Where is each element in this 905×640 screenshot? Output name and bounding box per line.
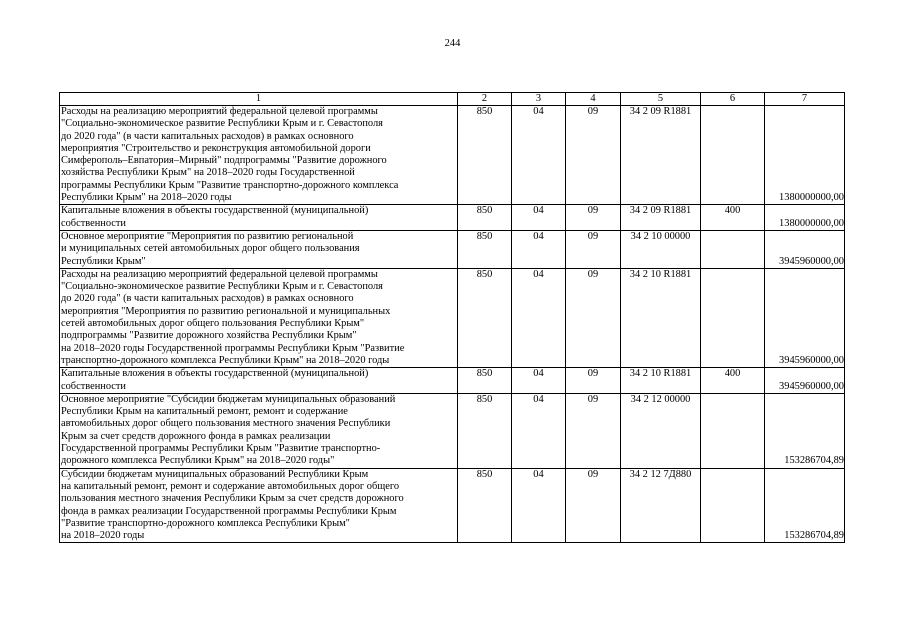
target-article-cell: 34 2 12 7Д880	[621, 468, 701, 543]
grbs-cell: 850	[458, 393, 512, 468]
expense-type-cell: 400	[701, 368, 765, 394]
subsection-cell: 09	[566, 393, 621, 468]
amount-cell: 1380000000,00	[765, 205, 845, 231]
target-article-cell: 34 2 09 R1881	[621, 106, 701, 205]
amount-cell: 3945960000,00	[765, 368, 845, 394]
section-cell: 04	[512, 393, 566, 468]
table-row	[60, 205, 845, 231]
amount-cell: 153286704,89	[765, 393, 845, 468]
section-cell: 04	[512, 268, 566, 367]
expense-type-cell: 400	[701, 205, 765, 231]
row-name-cell: Основное мероприятие "Мероприятия по развитию региональной и муниципальных сетей автомобильных дорог общего пользования Республики Крым"	[60, 230, 458, 268]
column-header: 5	[621, 93, 701, 106]
amount-cell: 3945960000,00	[765, 230, 845, 268]
amount-cell: 1380000000,00	[765, 106, 845, 205]
grbs-cell: 850	[458, 205, 512, 231]
grbs-cell: 850	[458, 230, 512, 268]
target-article-cell: 34 2 10 00000	[621, 230, 701, 268]
page-number: 244	[444, 38, 461, 49]
column-header: 7	[765, 93, 845, 106]
column-header: 2	[458, 93, 512, 106]
subsection-cell: 09	[566, 205, 621, 231]
target-article-cell: 34 2 10 R1881	[621, 368, 701, 394]
amount-cell: 153286704,89	[765, 468, 845, 543]
grbs-cell: 850	[458, 468, 512, 543]
column-header: 3	[512, 93, 566, 106]
expense-type-cell	[701, 268, 765, 367]
grbs-cell: 850	[458, 268, 512, 367]
table-row	[60, 106, 845, 205]
column-header: 6	[701, 93, 765, 106]
subsection-cell: 09	[566, 268, 621, 367]
table-row	[60, 468, 845, 543]
expense-type-cell	[701, 393, 765, 468]
budget-table	[59, 92, 845, 543]
column-header: 4	[566, 93, 621, 106]
target-article-cell: 34 2 09 R1881	[621, 205, 701, 231]
amount-cell: 3945960000,00	[765, 268, 845, 367]
section-cell: 04	[512, 205, 566, 231]
subsection-cell: 09	[566, 468, 621, 543]
row-name-cell: Расходы на реализацию мероприятий федеральной целевой программы "Социально-экономическое развитие Республики Крым и г. Севастополя до 2020 года" (в части капитальных расходов) в рамках основного мероприятия "Строительство и реконструкция автомобильной дороги Симферополь–Евпатория–Мирный" подпрограммы "Развитие дорожного хозяйства Республики Крым" на 2018–2020 годы Государственной программы Республики Крым "Развитие транспортно-дорожного комплекса Республики Крым" на 2018–2020 годы	[60, 106, 458, 205]
row-name-cell: Капитальные вложения в объекты государственной (муниципальной) собственности	[60, 205, 458, 231]
expense-type-cell	[701, 230, 765, 268]
grbs-cell: 850	[458, 106, 512, 205]
subsection-cell: 09	[566, 230, 621, 268]
expense-type-cell	[701, 468, 765, 543]
row-name-cell: Основное мероприятие "Субсидии бюджетам муниципальных образований Республики Крым на капитальный ремонт, ремонт и содержание автомобильных дорог общего пользования местного значения Республики Крым за счет средств дорожного фонда в рамках реализации Государственной программы Республики Крым "Развитие транспортно- дорожного комплекса Республики Крым" на 2018–2020 годы"	[60, 393, 458, 468]
table-row	[60, 393, 845, 468]
expense-type-cell	[701, 106, 765, 205]
row-name-cell: Субсидии бюджетам муниципальных образований Республики Крым на капитальный ремонт, ремонт и содержание автомобильных дорог общего пользования местного значения Республики Крым за счет средств дорожного фонда в рамках реализации Государственной программы Республики Крым "Развитие транспортно-дорожного комплекса Республики Крым" на 2018–2020 годы	[60, 468, 458, 543]
section-cell: 04	[512, 106, 566, 205]
grbs-cell: 850	[458, 368, 512, 394]
subsection-cell: 09	[566, 368, 621, 394]
row-name-cell: Капитальные вложения в объекты государственной (муниципальной) собственности	[60, 368, 458, 394]
table-row	[60, 368, 845, 394]
column-header: 1	[60, 93, 458, 106]
target-article-cell: 34 2 10 R1881	[621, 268, 701, 367]
table-row	[60, 268, 845, 367]
table-row	[60, 230, 845, 268]
section-cell: 04	[512, 368, 566, 394]
target-article-cell: 34 2 12 00000	[621, 393, 701, 468]
section-cell: 04	[512, 468, 566, 543]
row-name-cell: Расходы на реализацию мероприятий федеральной целевой программы "Социально-экономическое развитие Республики Крым и г. Севастополя до 2020 года" (в части капитальных расходов) в рамках основного мероприятия "Мероприятия по развитию региональной и муниципальных сетей автомобильных дорог общего пользования Республики Крым" подпрограммы "Развитие дорожного хозяйства Республики Крым" на 2018–2020 годы Государственной программы Республики Крым "Развитие транспортно-дорожного комплекса Республики Крым" на 2018–2020 годы	[60, 268, 458, 367]
subsection-cell: 09	[566, 106, 621, 205]
table-header-row	[60, 93, 845, 106]
section-cell: 04	[512, 230, 566, 268]
